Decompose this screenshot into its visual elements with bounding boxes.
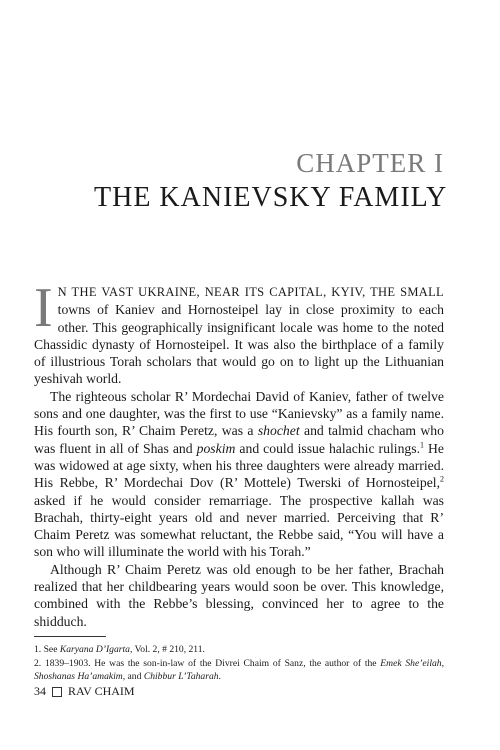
footnote-1 [34,643,444,656]
paragraph-3: Although R’ Chaim Peretz was old enough to be her father, Brachah realized that her childbearing years would soon be over. This knowledge, combined with the Rebbe’s blessing, convinced her to agree to the shidduch. [34,561,444,629]
footnote-2-text-d: . [218,671,221,682]
italic-poskim: poskim [196,440,236,456]
footnote-2 [34,657,444,683]
footnote-2-text-a: 2. 1839–1903. He was the son-in-law of the Divrei Chaim of Sanz, the author of the [34,658,381,669]
paragraph-1 [34,277,444,388]
paragraph-2-text-b: and talmid chacham who was fluent in all of Shas and [34,423,444,456]
footnotes [34,643,444,684]
page-number: 34 [34,684,46,698]
paragraph-1-text: towns of Kaniev and Hornosteipel lay in close proximity to each other. This geographically insignificant locale was home to the noted Chassidic dynasty of Hornosteipel. It was also the birthplace of a family of illustrious Torah scholars that would go on to light up the Lithuanian yeshivah world. [34,302,444,387]
paragraph-2-text-d: He was widowed at age sixty, when his three daughters were already married. His Rebbe, R’ Mordechai Dov (R’ Mottele) Twerski of Hornosteipel, [34,440,444,491]
drop-cap: I [34,277,53,339]
book-page [34,0,448,750]
footnote-1-italic: Karyana D’Igarta [59,644,130,655]
footnote-2-italic-3: Chibbur L’Taharah [143,671,219,682]
paragraph-2-text-c: and could issue halachic rulings. [235,440,421,456]
italic-shochet: shochet [257,423,300,439]
paragraph-2-text-a: The righteous scholar R’ Mordechai David of Kaniev, father of twelve sons and one daughter, was the first to use “Kanievsky” as a family name. His fourth son, R’ Chaim Peretz, was a [34,388,444,439]
footnote-ref-2[interactable]: 2 [440,474,444,484]
footnote-2-text-c: , and [122,671,144,682]
chapter-label: CHAPTER I [296,148,444,178]
paragraph-2-text-e: asked if he would consider remarriage. The prospective kallah was Brachah, thirty-eight years old and never married. Perceiving that R’ Chaim Peretz was somewhat reluctant, the Rebbe said, “You will have a son who will illuminate the world with his Torah.” [34,492,444,560]
footnote-divider [34,636,106,637]
footnote-1-text-b: , Vol. 2, # 210, 211. [129,644,205,655]
footnote-ref-1[interactable]: 1 [420,440,425,450]
body-text [34,277,444,630]
footnote-2-text-b: , [441,658,444,669]
running-title: RAV CHAIM [68,684,135,698]
square-separator-icon [52,687,62,697]
footnote-1-text-a: 1. See [34,644,60,655]
chapter-title: THE KANIEVSKY FAMILY [94,182,448,213]
opening-smallcaps: N THE VAST UKRAINE, NEAR ITS CAPITAL, KYIV, THE SMALL [57,285,444,299]
paragraph-2 [34,388,444,561]
footnote-2-italic-2: Shoshanas Ha’amakim [34,671,123,682]
page-footer [34,684,135,699]
footnote-2-italic-1: Emek She’eilah [380,658,442,669]
